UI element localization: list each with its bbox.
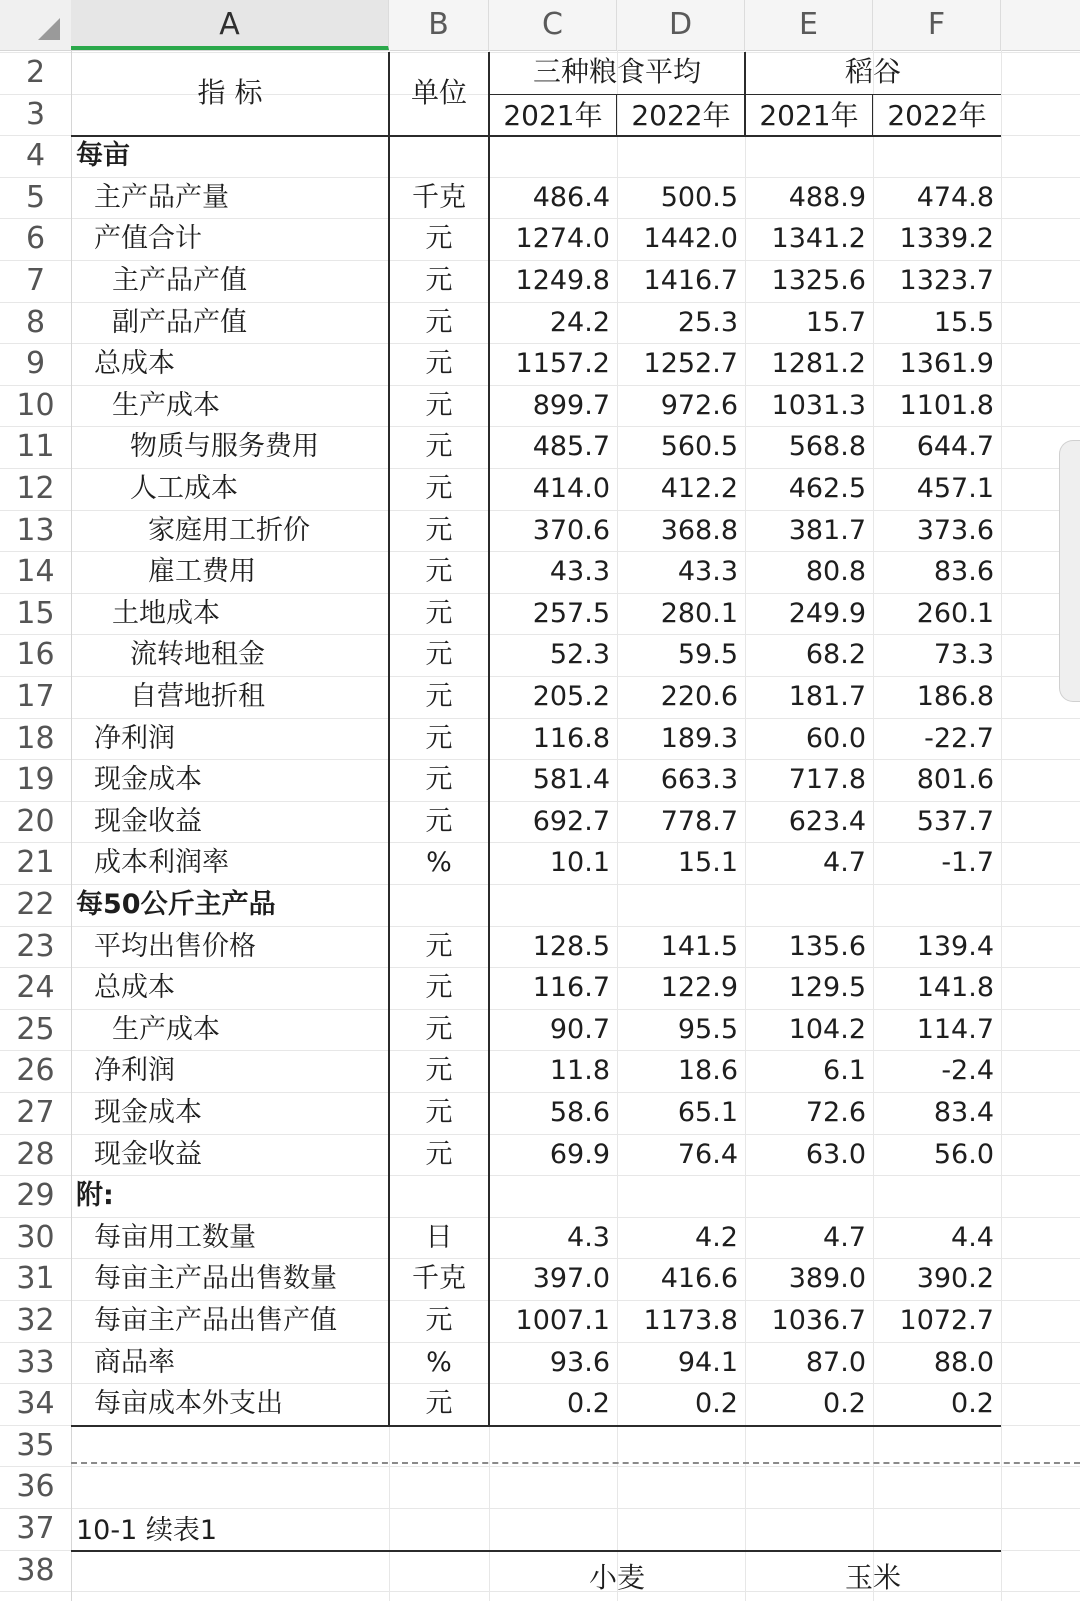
row-number[interactable]: 28 [16, 1136, 55, 1172]
row-label[interactable]: 产值合计 [94, 223, 202, 255]
row-number[interactable]: 19 [16, 762, 55, 798]
row-label[interactable]: 现金收益 [94, 1138, 202, 1170]
table-caption[interactable]: 10-1 续表1 [76, 1515, 218, 1546]
value-cell[interactable]: 56.0 [933, 1138, 994, 1170]
row-unit[interactable]: 元 [425, 972, 453, 1004]
value-cell[interactable]: 93.6 [549, 1346, 610, 1378]
row-label[interactable]: 每50公斤主产品 [76, 889, 276, 920]
value-cell[interactable]: 397.0 [532, 1263, 610, 1295]
value-cell[interactable]: 1157.2 [515, 348, 610, 380]
row-number[interactable]: 14 [16, 554, 55, 590]
value-cell[interactable]: 73.3 [933, 639, 994, 671]
header-group-three-grains: 三种粮食平均 [532, 55, 701, 88]
value-cell[interactable]: 486.4 [532, 181, 610, 213]
grid-row-line [0, 1508, 1080, 1509]
value-cell[interactable]: 412.2 [660, 473, 738, 504]
value-cell[interactable]: 370.6 [532, 514, 610, 546]
value-cell[interactable]: 83.6 [933, 556, 994, 588]
column-header-b[interactable]: B [389, 0, 489, 50]
row-unit[interactable]: 日 [425, 1221, 453, 1253]
value-cell[interactable]: -1.7 [941, 847, 994, 879]
value-cell[interactable]: 220.6 [660, 681, 738, 712]
select-all-triangle-icon [38, 18, 60, 40]
row-unit[interactable]: 元 [425, 930, 453, 962]
value-cell[interactable]: 0.2 [567, 1388, 610, 1420]
row-label[interactable]: 现金收益 [94, 805, 202, 837]
row-label[interactable]: 总成本 [94, 972, 175, 1004]
row-label[interactable]: 每亩主产品出售产值 [94, 1305, 337, 1336]
row-label[interactable]: 每亩用工数量 [94, 1221, 256, 1253]
value-cell[interactable]: 18.6 [677, 1055, 738, 1087]
row-unit[interactable]: 元 [425, 639, 453, 671]
grid-row-line [0, 1175, 1080, 1176]
value-cell[interactable]: 249.9 [788, 597, 866, 629]
value-cell[interactable]: 717.8 [788, 764, 866, 796]
value-cell[interactable]: 1173.8 [643, 1305, 738, 1336]
value-cell[interactable]: 1252.7 [643, 348, 738, 380]
value-cell[interactable]: 692.7 [532, 805, 610, 837]
row-label[interactable]: 主产品产值 [112, 265, 247, 296]
value-cell[interactable]: 15.5 [933, 306, 994, 338]
column-header-d[interactable]: D [617, 0, 745, 50]
header-year: 2021年 [759, 98, 859, 132]
value-cell[interactable]: 189.3 [660, 722, 738, 754]
row-label[interactable]: 家庭用工折价 [148, 514, 310, 546]
header-year: 2022年 [887, 98, 987, 132]
value-cell[interactable]: 1442.0 [643, 223, 738, 255]
row-unit[interactable]: % [426, 847, 452, 879]
value-cell[interactable]: 15.1 [677, 847, 738, 879]
value-cell[interactable]: 389.0 [788, 1263, 866, 1295]
row-number[interactable]: 7 [25, 263, 46, 298]
row-label[interactable]: 生产成本 [112, 1013, 220, 1045]
value-cell[interactable]: 1072.7 [899, 1305, 994, 1336]
row-label[interactable]: 自营地折租 [130, 681, 265, 712]
row-label[interactable]: 人工成本 [130, 473, 238, 504]
row-number[interactable]: 21 [16, 845, 55, 881]
value-cell[interactable]: 414.0 [532, 473, 610, 504]
row-number[interactable]: 32 [16, 1303, 55, 1338]
value-cell[interactable]: 1341.2 [771, 223, 866, 255]
column-header-e[interactable]: E [745, 0, 873, 50]
value-cell[interactable]: 88.0 [933, 1346, 994, 1378]
value-cell[interactable]: 537.7 [916, 805, 994, 837]
value-cell[interactable]: 59.5 [677, 639, 738, 671]
value-cell[interactable]: 141.5 [660, 930, 738, 962]
value-cell[interactable]: 90.7 [549, 1013, 610, 1045]
row-number[interactable]: 33 [16, 1344, 55, 1380]
value-cell[interactable]: 4.2 [695, 1221, 738, 1253]
value-cell[interactable]: 972.6 [660, 389, 738, 421]
value-cell[interactable]: 623.4 [788, 805, 866, 837]
value-cell[interactable]: 128.5 [532, 930, 610, 962]
value-cell[interactable]: 257.5 [532, 597, 610, 629]
row-label[interactable]: 物质与服务费用 [130, 431, 319, 463]
row-label[interactable]: 净利润 [94, 722, 175, 754]
value-cell[interactable]: 15.7 [805, 306, 866, 338]
row-unit[interactable]: 元 [425, 722, 453, 754]
value-cell[interactable]: 1281.2 [771, 348, 866, 380]
row-unit[interactable]: 元 [425, 265, 453, 296]
value-cell[interactable]: 568.8 [788, 431, 866, 463]
value-cell[interactable]: 139.4 [916, 930, 994, 962]
row-number[interactable]: 6 [25, 221, 46, 257]
value-cell[interactable]: 129.5 [788, 972, 866, 1004]
value-cell[interactable]: 488.9 [788, 181, 866, 213]
value-cell[interactable]: 1361.9 [899, 348, 994, 380]
row-unit[interactable]: 元 [425, 1097, 453, 1128]
value-cell[interactable]: 43.3 [677, 556, 738, 588]
value-cell[interactable]: 1323.7 [899, 265, 994, 296]
value-cell[interactable]: 1007.1 [515, 1305, 610, 1336]
value-cell[interactable]: 390.2 [916, 1263, 994, 1295]
row-label[interactable]: 平均出售价格 [94, 930, 256, 962]
row-number[interactable]: 24 [16, 970, 55, 1006]
value-cell[interactable]: 104.2 [788, 1013, 866, 1045]
row-number[interactable]: 9 [25, 346, 46, 382]
row-number[interactable]: 18 [16, 720, 55, 756]
header-year: 2021年 [503, 98, 603, 132]
value-cell[interactable]: 368.8 [660, 514, 738, 546]
value-cell[interactable]: 52.3 [549, 639, 610, 671]
value-cell[interactable]: 644.7 [916, 431, 994, 463]
row-number[interactable]: 23 [16, 928, 55, 964]
value-cell[interactable]: 60.0 [805, 722, 866, 754]
row-number[interactable]: 13 [16, 512, 55, 548]
row-label[interactable]: 商品率 [94, 1346, 175, 1378]
value-cell[interactable]: 80.8 [805, 556, 866, 588]
row-unit[interactable]: 元 [425, 1388, 453, 1420]
row-unit[interactable]: 元 [425, 597, 453, 629]
value-cell[interactable]: -2.4 [941, 1055, 994, 1087]
column-header-c[interactable]: C [489, 0, 617, 50]
row-number[interactable]: 36 [16, 1469, 55, 1505]
row-number[interactable]: 17 [16, 679, 55, 714]
value-cell[interactable]: 181.7 [788, 681, 866, 712]
row-label[interactable]: 每亩成本外支出 [94, 1388, 283, 1420]
row-label[interactable]: 主产品产量 [94, 181, 229, 213]
value-cell[interactable]: 141.8 [916, 972, 994, 1004]
grid-col-line [1001, 50, 1002, 1601]
row-label[interactable]: 现金成本 [94, 1097, 202, 1128]
row-number[interactable]: 38 [16, 1552, 55, 1588]
row-number[interactable]: 30 [16, 1219, 55, 1255]
row-unit[interactable]: 元 [425, 389, 453, 421]
header-indicator: 指 标 [197, 75, 263, 109]
value-cell[interactable]: 68.2 [805, 639, 866, 671]
header-unit: 单位 [410, 75, 467, 109]
row-number[interactable]: 4 [25, 138, 46, 174]
value-cell[interactable]: 69.9 [549, 1138, 610, 1170]
value-cell[interactable]: 4.7 [823, 847, 866, 879]
value-cell[interactable]: 1416.7 [643, 265, 738, 296]
row-label[interactable]: 雇工费用 [148, 556, 256, 588]
value-cell[interactable]: 58.6 [549, 1097, 610, 1128]
row-number[interactable]: 29 [16, 1178, 55, 1214]
value-cell[interactable]: 280.1 [660, 597, 738, 629]
row-label[interactable]: 流转地租金 [130, 639, 265, 671]
row-number[interactable]: 25 [16, 1011, 55, 1047]
row-number[interactable]: 12 [16, 471, 55, 506]
value-cell[interactable]: 474.8 [916, 181, 994, 213]
row-number[interactable]: 5 [25, 179, 46, 215]
value-cell[interactable]: 899.7 [532, 389, 610, 421]
row-number[interactable]: 10 [16, 387, 55, 423]
grid-row-line [0, 1466, 1080, 1467]
column-header-bar [0, 0, 1080, 51]
value-cell[interactable]: 801.6 [916, 764, 994, 796]
row-unit[interactable]: 元 [425, 1138, 453, 1170]
row-label[interactable]: 净利润 [94, 1055, 175, 1087]
value-cell[interactable]: 6.1 [823, 1055, 866, 1087]
value-cell[interactable]: 116.7 [532, 972, 610, 1004]
value-cell[interactable]: 381.7 [788, 514, 866, 546]
select-all-corner[interactable] [0, 0, 72, 50]
row-label[interactable]: 每亩主产品出售数量 [94, 1263, 337, 1295]
row-number[interactable]: 35 [16, 1427, 55, 1463]
value-cell[interactable]: 72.6 [805, 1097, 866, 1128]
row-unit[interactable]: 元 [425, 431, 453, 463]
next-table-top-line [71, 1550, 1001, 1552]
value-cell[interactable]: 581.4 [532, 764, 610, 796]
value-cell[interactable]: 24.2 [549, 306, 610, 338]
row-unit[interactable]: 元 [425, 473, 453, 504]
row-number[interactable]: 34 [16, 1386, 55, 1422]
row-gutter-line [71, 50, 72, 1601]
value-cell[interactable]: 560.5 [660, 431, 738, 463]
value-cell[interactable]: 122.9 [660, 972, 738, 1004]
side-scroll-handle[interactable] [1059, 440, 1080, 702]
value-cell[interactable]: 778.7 [660, 805, 738, 837]
value-cell[interactable]: 63.0 [805, 1138, 866, 1170]
value-cell[interactable]: 500.5 [660, 181, 738, 213]
row-label[interactable]: 土地成本 [112, 597, 220, 629]
value-cell[interactable]: 205.2 [532, 681, 610, 712]
value-cell[interactable]: 0.2 [823, 1388, 866, 1420]
value-cell[interactable]: 1249.8 [515, 265, 610, 296]
row-label[interactable]: 总成本 [94, 348, 175, 380]
row-number[interactable]: 22 [16, 887, 55, 922]
row-label[interactable]: 现金成本 [94, 764, 202, 796]
header-year: 2022年 [631, 98, 731, 132]
row-unit[interactable]: 元 [425, 514, 453, 546]
page-break-line [71, 1462, 1080, 1464]
value-cell[interactable]: 11.8 [549, 1055, 610, 1087]
value-cell[interactable]: 95.5 [677, 1013, 738, 1045]
row-unit[interactable]: 元 [425, 306, 453, 338]
value-cell[interactable]: 4.7 [823, 1221, 866, 1253]
value-cell[interactable]: 4.3 [567, 1221, 610, 1253]
row-label[interactable]: 成本利润率 [94, 847, 229, 879]
row-label[interactable]: 每亩 [76, 140, 130, 172]
value-cell[interactable]: 135.6 [788, 930, 866, 962]
value-cell[interactable]: 94.1 [677, 1346, 738, 1378]
row-label[interactable]: 副产品产值 [112, 306, 247, 338]
value-cell[interactable]: 10.1 [549, 847, 610, 879]
group-underline [489, 94, 1001, 95]
value-cell[interactable]: 43.3 [549, 556, 610, 588]
value-cell[interactable]: 462.5 [788, 473, 866, 504]
value-cell[interactable]: 1325.6 [771, 265, 866, 296]
value-cell[interactable]: 83.4 [933, 1097, 994, 1128]
value-cell[interactable]: 0.2 [695, 1388, 738, 1420]
row-unit[interactable]: 千克 [412, 181, 466, 213]
value-cell[interactable]: 76.4 [677, 1138, 738, 1170]
row-number[interactable]: 16 [16, 637, 55, 673]
value-cell[interactable]: 663.3 [660, 764, 738, 796]
row-unit[interactable]: % [426, 1346, 452, 1378]
row-unit[interactable]: 元 [425, 764, 453, 796]
value-cell[interactable]: 1101.8 [899, 389, 994, 421]
row-unit[interactable]: 元 [425, 556, 453, 588]
row-number[interactable]: 8 [25, 304, 46, 340]
row-number[interactable]: 11 [16, 429, 55, 465]
row-number[interactable]: 27 [16, 1095, 55, 1130]
row-number[interactable]: 31 [16, 1261, 55, 1297]
row-unit[interactable]: 元 [425, 1305, 453, 1336]
row-label[interactable]: 附: [76, 1180, 114, 1212]
next-header-corn: 玉米 [844, 1560, 901, 1594]
value-cell[interactable]: 0.2 [951, 1388, 994, 1420]
row-unit[interactable]: 元 [425, 681, 453, 712]
value-cell[interactable]: 1339.2 [899, 223, 994, 255]
value-cell[interactable]: 416.6 [660, 1263, 738, 1295]
column-header-a[interactable]: A [71, 0, 389, 50]
value-cell[interactable]: 114.7 [916, 1013, 994, 1045]
row-number[interactable]: 20 [16, 803, 55, 839]
value-cell[interactable]: 485.7 [532, 431, 610, 463]
header-group-rice: 稻谷 [844, 55, 901, 88]
row-unit[interactable]: 元 [425, 348, 453, 380]
row-number[interactable]: 2 [25, 55, 46, 90]
value-cell[interactable]: 25.3 [677, 306, 738, 338]
value-cell[interactable]: 373.6 [916, 514, 994, 546]
row-unit[interactable]: 千克 [412, 1263, 466, 1295]
value-cell[interactable]: 1031.3 [771, 389, 866, 421]
row-number[interactable]: 37 [16, 1511, 55, 1546]
row-unit[interactable]: 元 [425, 1013, 453, 1045]
value-cell[interactable]: 4.4 [951, 1221, 994, 1253]
table-bottom-line [71, 1425, 1001, 1427]
value-cell[interactable]: 186.8 [916, 681, 994, 712]
value-cell[interactable]: 65.1 [677, 1097, 738, 1128]
value-cell[interactable]: 1036.7 [771, 1305, 866, 1336]
row-number[interactable]: 26 [16, 1053, 55, 1089]
value-cell[interactable]: 87.0 [805, 1346, 866, 1378]
row-number[interactable]: 15 [16, 595, 55, 631]
value-cell[interactable]: 260.1 [916, 597, 994, 629]
value-cell[interactable]: 116.8 [532, 722, 610, 754]
value-cell[interactable]: -22.7 [924, 722, 994, 754]
row-unit[interactable]: 元 [425, 805, 453, 837]
value-cell[interactable]: 457.1 [916, 473, 994, 504]
row-unit[interactable]: 元 [425, 223, 453, 255]
row-label[interactable]: 生产成本 [112, 389, 220, 421]
row-unit[interactable]: 元 [425, 1055, 453, 1087]
row-number[interactable]: 3 [25, 96, 46, 132]
next-header-wheat: 小麦 [588, 1560, 645, 1594]
column-header-f[interactable]: F [873, 0, 1001, 50]
value-cell[interactable]: 1274.0 [515, 223, 610, 255]
